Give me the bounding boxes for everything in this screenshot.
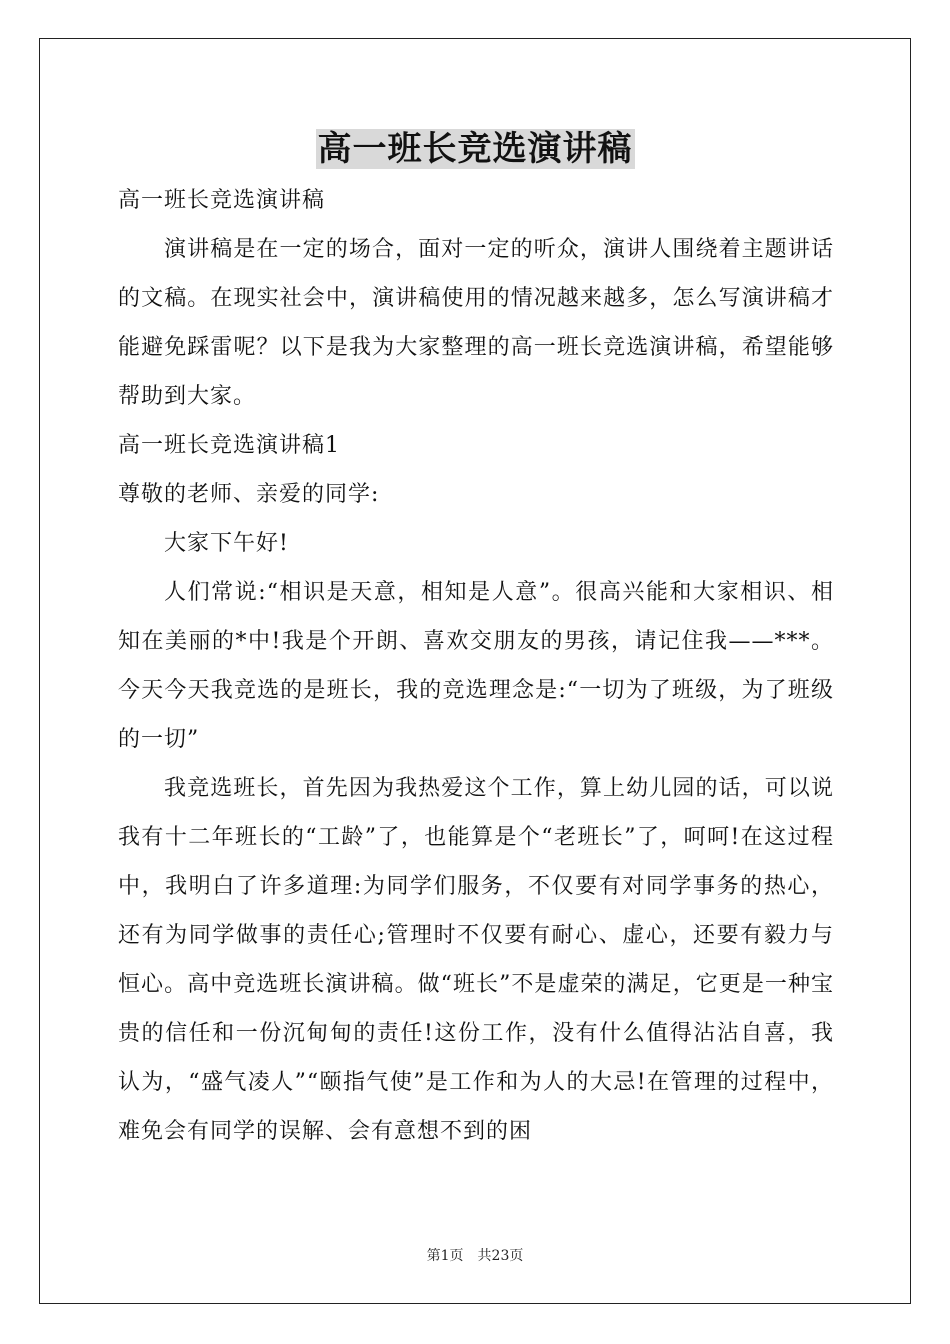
paragraph-section-heading: 高一班长竞选演讲稿1 xyxy=(118,433,340,458)
document-body xyxy=(118,176,834,1156)
page-footer xyxy=(0,1246,950,1266)
document-title-text: 高一班长竞选演讲稿 xyxy=(317,129,633,169)
page-number: 第1页 xyxy=(426,1248,464,1264)
paragraph-salutation: 尊敬的老师、亲爱的同学: xyxy=(118,482,380,507)
total-pages: 共23页 xyxy=(477,1248,524,1264)
paragraph-body: 我竞选班长，首先因为我热爱这个工作，算上幼儿园的话，可以说我有十二年班长的“工龄”了，也能算是个“老班长”了，呵呵!在这过程中，我明白了许多道理:为同学们服务，不仅要有对同学事务的热心，还有为同学做事的责任心;管理时不仅要有耐心、虚心，还要有毅力与恒心。高中竞选班长演讲稿。做“班长”不是虚荣的满足，它更是一种宝贵的信任和一份沉甸甸的责任!这份工作，没有什么值得沾沾自喜，我认为，“盛气凌人”“颐指气使”是工作和为人的大忌!在管理的过程中，难免会有同学的误解、会有意想不到的困 xyxy=(118,776,834,1144)
paragraph-subtitle: 高一班长竞选演讲稿 xyxy=(118,188,326,213)
paragraph-greeting: 大家下午好! xyxy=(164,531,289,556)
paragraph-introduction: 人们常说:“相识是天意，相知是人意”。很高兴能和大家相识、相知在美丽的*中!我是个开朗、喜欢交朋友的男孩，请记住我——***。今天今天我竞选的是班长，我的竞选理念是:“一切为了班级，为了班级的一切” xyxy=(118,580,834,752)
document-title xyxy=(0,126,950,172)
paragraph-intro: 演讲稿是在一定的场合，面对一定的听众，演讲人围绕着主题讲话的文稿。在现实社会中，演讲稿使用的情况越来越多，怎么写演讲稿才能避免踩雷呢？以下是我为大家整理的高一班长竞选演讲稿，希望能够帮助到大家。 xyxy=(118,237,834,409)
